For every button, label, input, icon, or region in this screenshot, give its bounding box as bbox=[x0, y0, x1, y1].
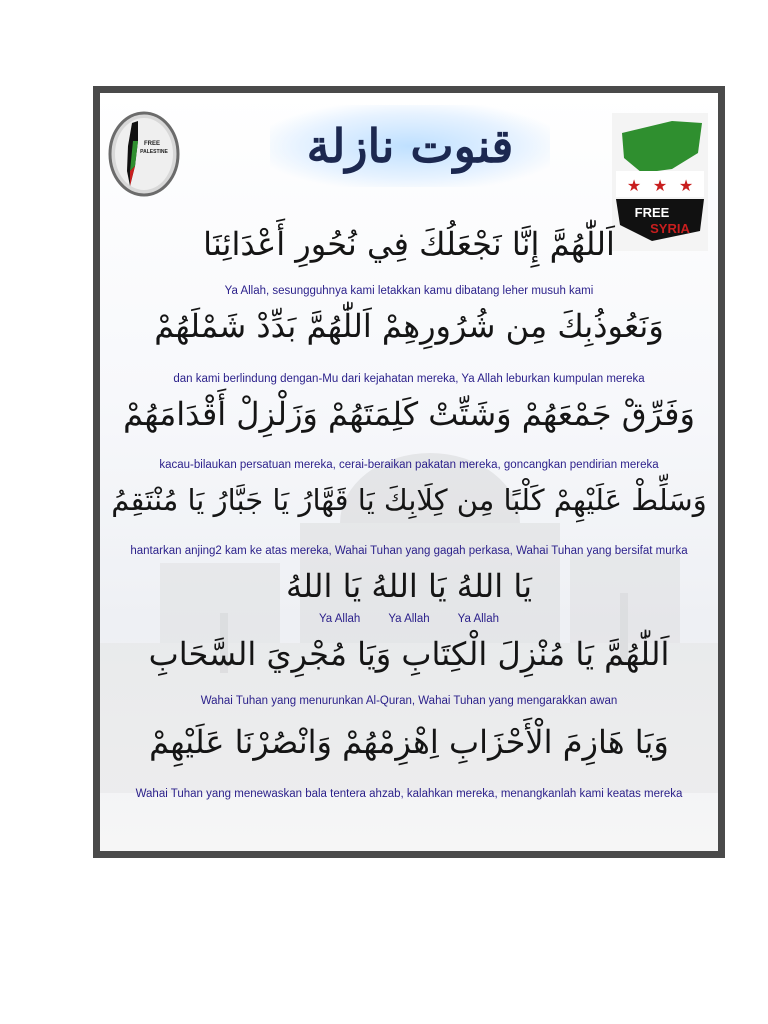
svg-text:★: ★ bbox=[678, 176, 694, 195]
verse-translation-7: Wahai Tuhan yang menewaskan bala tentera ahzab, kalahkan mereka, menangkanlah kami keatas mereka bbox=[135, 788, 683, 800]
ya-allah-2: Ya Allah bbox=[388, 613, 430, 625]
verse-translation-1: Ya Allah, sesungguhnya kami letakkan kamu dibatang leher musuh kami bbox=[224, 285, 594, 297]
poster-content bbox=[100, 93, 718, 851]
verse-arabic-2: وَنَعُوذُبِكَ مِن شُرُورِهِمْ اَللّٰهُمَّ بَدِّدْ شَمْلَهُمْ bbox=[154, 307, 664, 345]
title-text: قنوت نازلة bbox=[306, 119, 514, 173]
verse-arabic-5: يَا اللهُ يَا اللهُ يَا اللهُ bbox=[286, 567, 532, 605]
verse-arabic-3: وَفَرِّقْ جَمْعَهُمْ وَشَتِّتْ كَلِمَتَهُمْ وَزَلْزِلْ أَقْدَامَهُمْ bbox=[123, 395, 695, 433]
svg-text:★: ★ bbox=[652, 176, 668, 195]
poster-title bbox=[270, 105, 550, 187]
verse-arabic-4: وَسَلِّطْ عَلَيْهِمْ كَلْبًا مِن كِلَابِكَ يَا قَهَّارُ يَا جَبَّارُ يَا مُنْتَقِمُ bbox=[111, 483, 707, 517]
verse-translation-6: Wahai Tuhan yang menurunkan Al-Quran, Wahai Tuhan yang mengarakkan awan bbox=[200, 695, 618, 707]
badge-right-line1: FREE bbox=[634, 205, 670, 220]
verse-translation-3: kacau-bilaukan persatuan mereka, cerai-beraikan pakatan mereka, goncangkan pendirian mereka bbox=[159, 459, 659, 471]
ya-allah-1: Ya Allah bbox=[318, 613, 361, 625]
poster-frame bbox=[93, 86, 725, 858]
badge-right-line2: SYRIA bbox=[650, 221, 690, 236]
svg-text:★: ★ bbox=[626, 176, 642, 195]
badge-left-line1: FREE bbox=[143, 141, 161, 147]
badge-left-line2: PALESTINE bbox=[140, 149, 168, 155]
free-palestine-badge-icon bbox=[108, 111, 180, 197]
verse-arabic-6: اَللّٰهُمَّ يَا مُنْزِلَ الْكِتَابِ وَيَا مُجْرِيَ السَّحَابِ bbox=[148, 635, 670, 673]
verse-arabic-7: وَيَا هَازِمَ الْأَحْزَابِ اِهْزِمْهُمْ وَانْصُرْنَا عَلَيْهِمْ bbox=[149, 723, 669, 761]
verse-arabic-1: اَللّٰهُمَّ إِنَّا نَجْعَلُكَ فِي نُحُورِ أَعْدَائِنَا bbox=[203, 225, 615, 263]
verse-translation-2: dan kami berlindung dengan-Mu dari kejahatan mereka, Ya Allah leburkan kumpulan mereka bbox=[173, 373, 645, 385]
ya-allah-row bbox=[100, 613, 718, 625]
ya-allah-3: Ya Allah bbox=[457, 613, 500, 625]
verse-translation-4: hantarkan anjing2 kam ke atas mereka, Wahai Tuhan yang gagah perkasa, Wahai Tuhan yang bersifat murka bbox=[130, 545, 688, 557]
